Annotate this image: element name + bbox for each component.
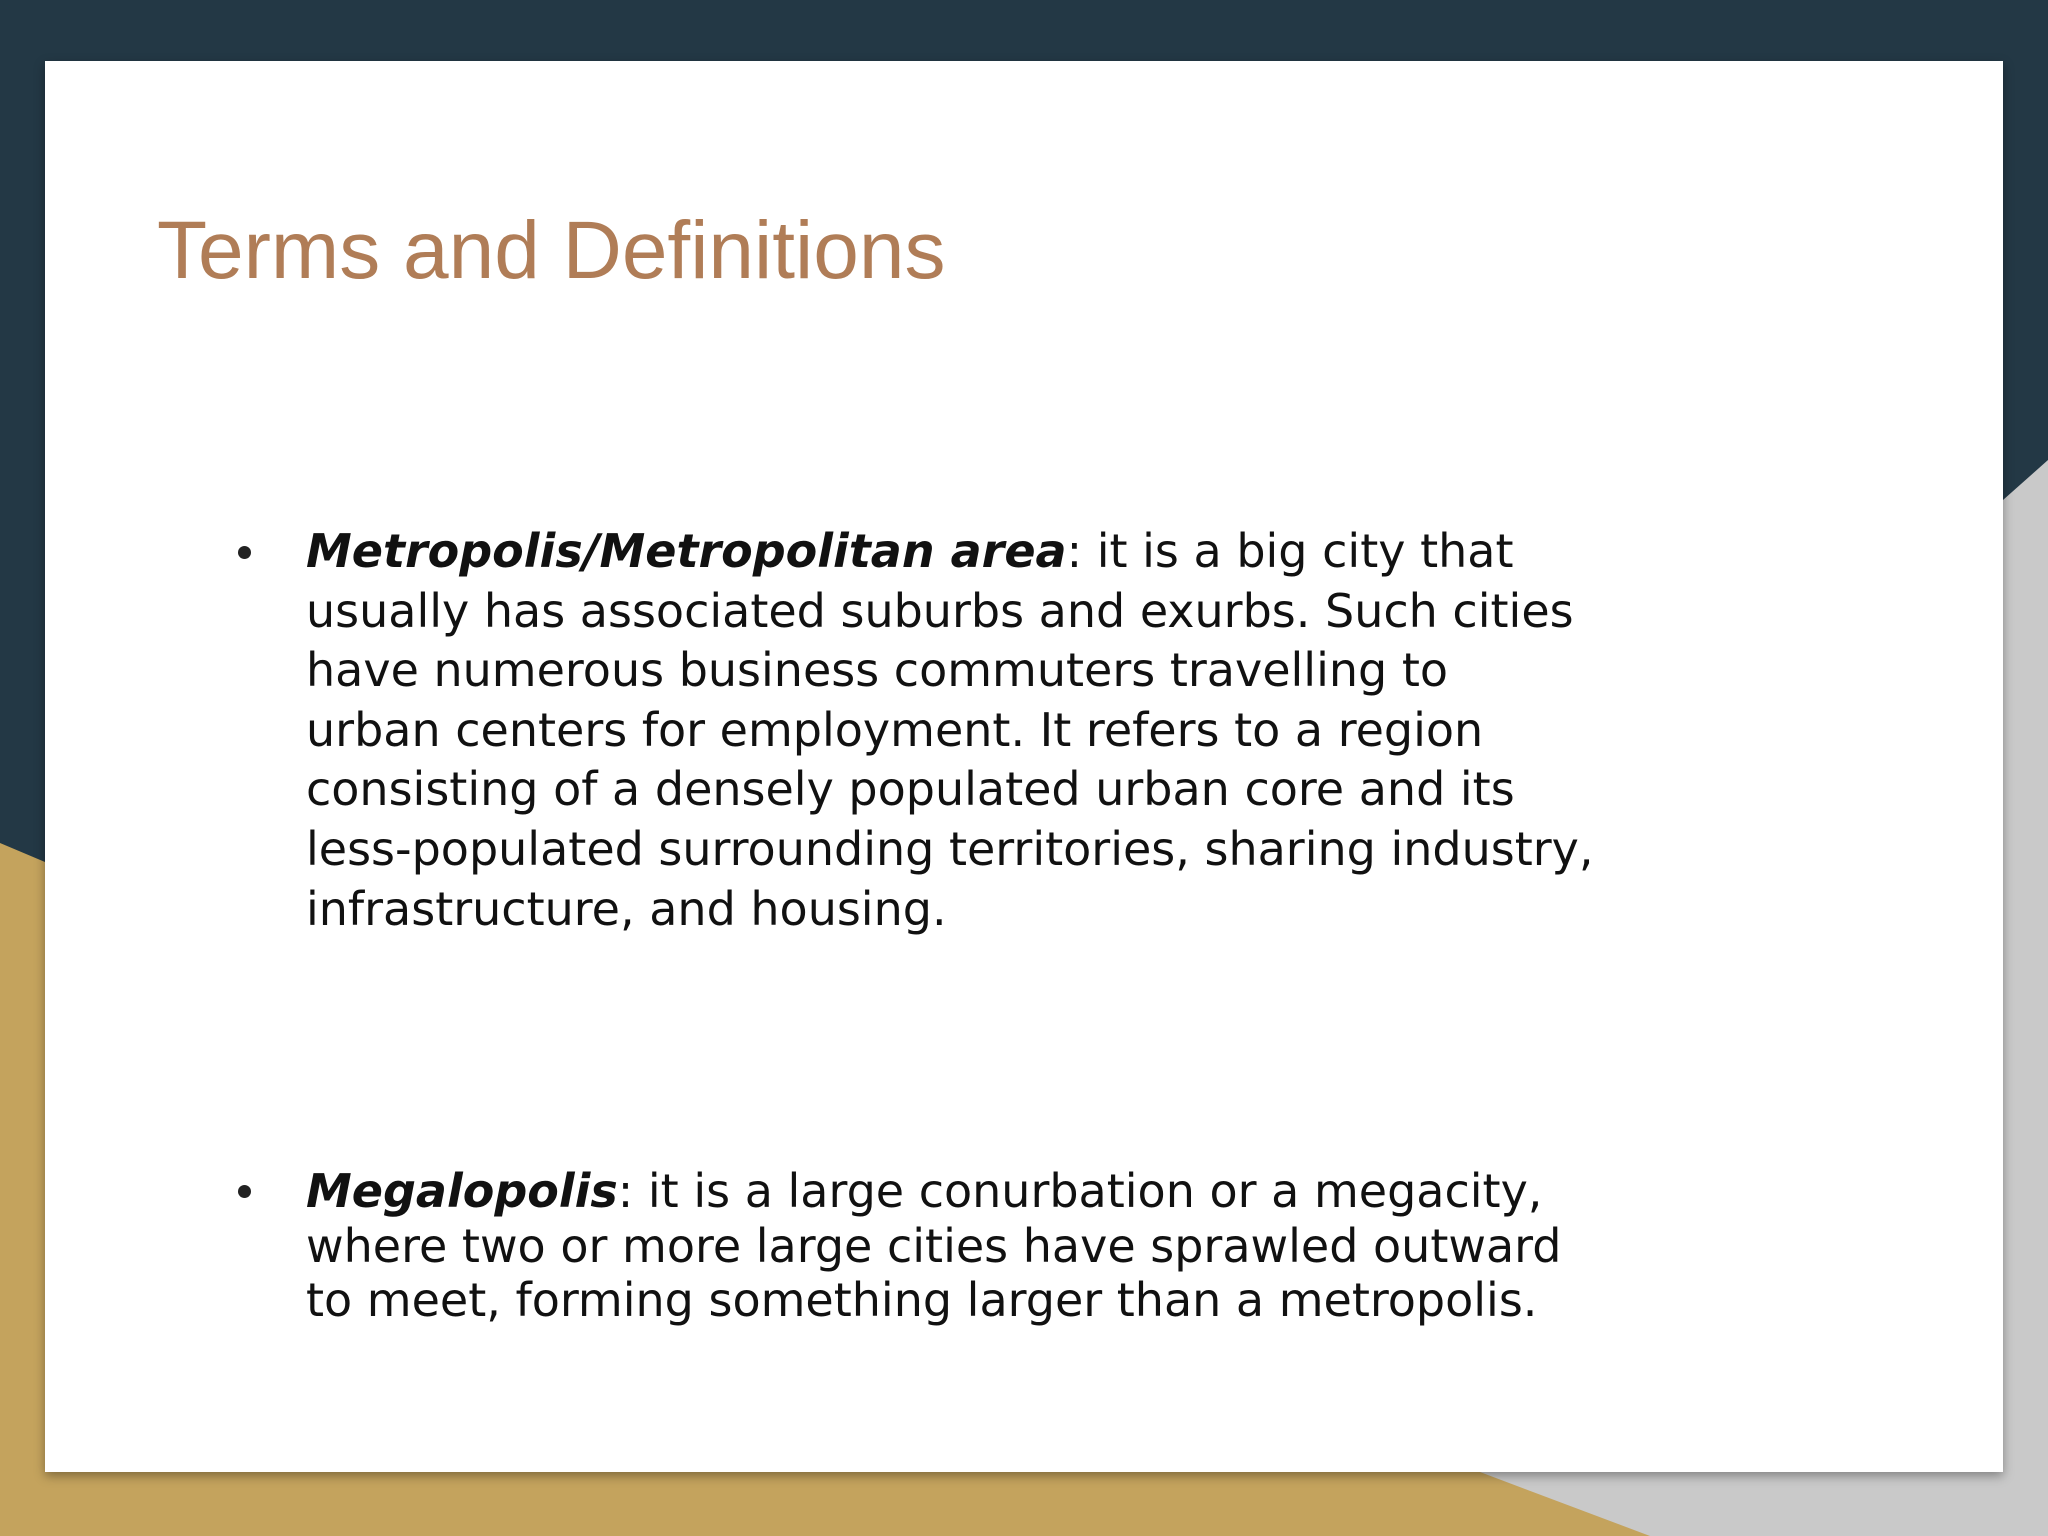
term-definition: : it is a big city that usually has associated suburbs and exurbs. Such cities have numerous business commuters travelling to urban centers for employment. It refers to a region consisting of a densely populated urban core and its less-populated surrounding territories, sharing industry, infrastructure, and housing. <box>306 524 1594 936</box>
bullet-icon <box>238 1185 251 1198</box>
term-label: Megalopolis <box>306 1164 618 1218</box>
slide-title: Terms and Definitions <box>157 205 946 296</box>
definition-text <box>306 1164 1596 1328</box>
term-label: Metropolis/Metropolitan area <box>306 524 1067 578</box>
bullet-icon <box>238 546 251 559</box>
term-definition: : it is a large conurbation or a megacity, where two or more large cities have sprawled outward to meet, forming something larger than a metropolis. <box>306 1164 1562 1327</box>
definition-text <box>306 522 1596 939</box>
